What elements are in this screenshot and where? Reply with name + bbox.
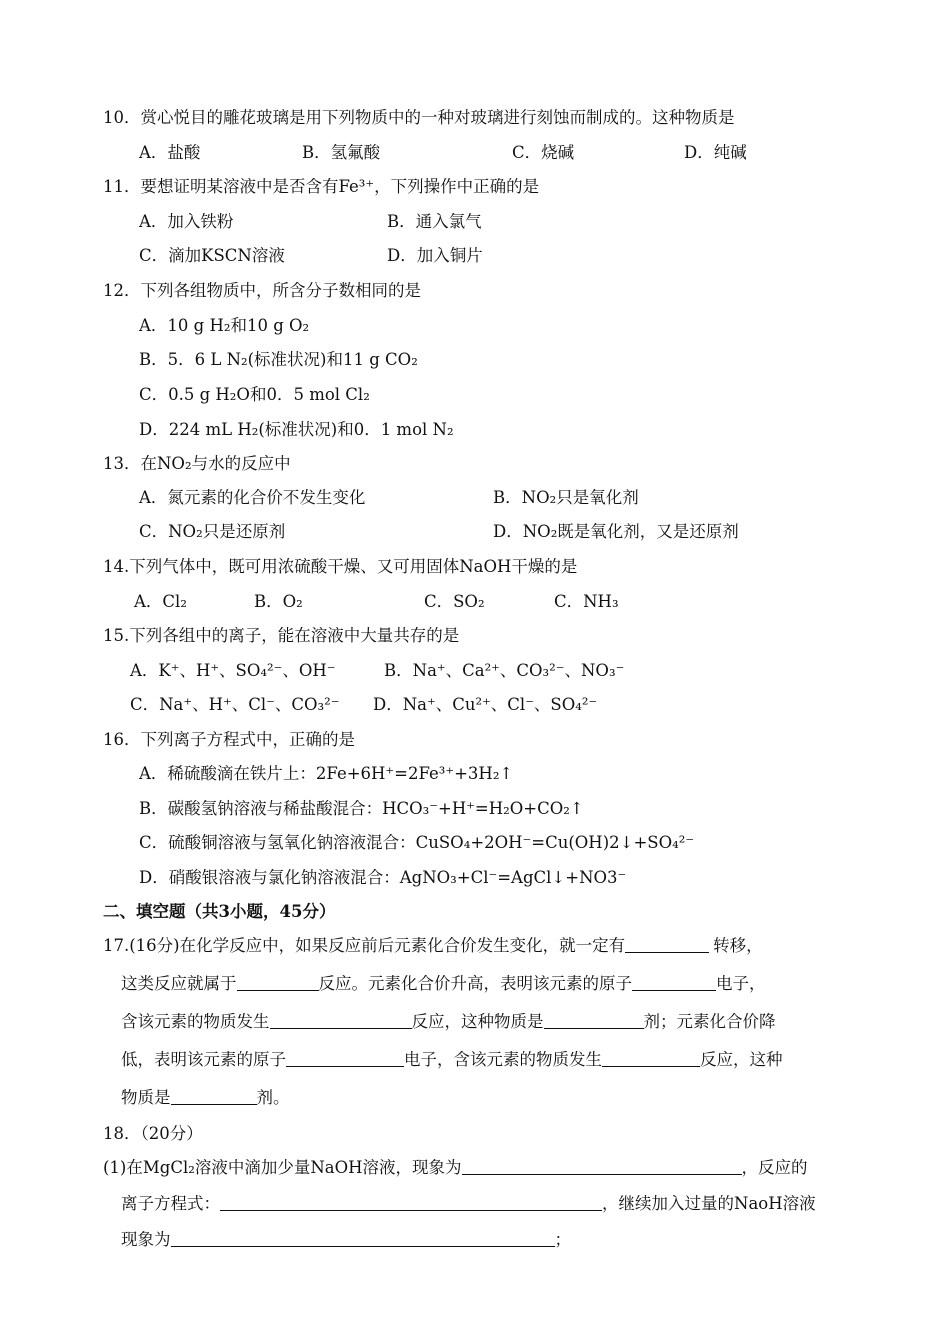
question-15-option-a[interactable]: A．K⁺、H⁺、SO₄²⁻、OH⁻ <box>130 661 336 680</box>
question-10-stem: 10．赏心悦目的雕花玻璃是用下列物质中的一种对玻璃进行刻蚀而制成的。这种物质是 <box>103 108 735 127</box>
answer-blank[interactable] <box>625 934 709 953</box>
question-15-option-c[interactable]: C．Na⁺、H⁺、Cl⁻、CO₃²⁻ <box>130 695 340 714</box>
q17-text: 转移， <box>713 936 763 955</box>
q18-text: 离子方程式： <box>121 1194 220 1213</box>
q17-text: 反应，这种 <box>700 1050 783 1069</box>
question-11-option-b[interactable]: B．通入氯气 <box>387 212 482 231</box>
answer-blank[interactable] <box>237 972 319 991</box>
question-13-option-a[interactable]: A．氮元素的化合价不发生变化 <box>139 488 366 507</box>
answer-blank[interactable] <box>171 1086 257 1105</box>
q17-text: 剂。 <box>256 1088 290 1107</box>
question-10-option-b[interactable]: B．氢氟酸 <box>302 143 381 162</box>
question-16-option-b[interactable]: B．碳酸氢钠溶液与稀盐酸混合：HCO₃⁻+H⁺=H₂O+CO₂↑ <box>139 799 584 818</box>
q17-text: 反应。元素化合价升高，表明该元素的原子 <box>318 974 632 993</box>
q17-text: 剂；元素化合价降 <box>643 1012 776 1031</box>
question-10-option-d[interactable]: D．纯碱 <box>684 143 747 162</box>
answer-blank[interactable] <box>544 1010 644 1029</box>
question-18-line-3 <box>121 1228 571 1252</box>
question-17-line-4 <box>121 1048 783 1072</box>
question-10-option-a[interactable]: A．盐酸 <box>139 143 201 162</box>
answer-blank[interactable] <box>462 1156 742 1175</box>
answer-blank[interactable] <box>602 1048 700 1067</box>
question-13-option-d[interactable]: D．NO₂既是氧化剂，又是还原剂 <box>493 522 739 541</box>
question-18-line-1 <box>103 1156 808 1180</box>
q18-text: ，反应的 <box>741 1158 808 1177</box>
answer-blank[interactable] <box>220 1192 602 1211</box>
answer-blank[interactable] <box>270 1010 412 1029</box>
q17-text: 含该元素的物质发生 <box>121 1012 270 1031</box>
question-10-option-c[interactable]: C．烧碱 <box>512 143 575 162</box>
question-18-line-2 <box>121 1192 816 1216</box>
q18-text: 现象为 <box>121 1230 171 1249</box>
q17-text: 17.(16分)在化学反应中，如果反应前后元素化合价发生变化，就一定有 <box>103 936 626 955</box>
question-13-stem: 13．在NO₂与水的反应中 <box>103 454 291 473</box>
question-15-option-d[interactable]: D．Na⁺、Cu²⁺、Cl⁻、SO₄²⁻ <box>373 695 598 714</box>
question-17-line-2 <box>121 972 766 996</box>
q17-text: 低，表明该元素的原子 <box>121 1050 286 1069</box>
answer-blank[interactable] <box>632 972 716 991</box>
q18-text: ，继续加入过量的NaoH溶液 <box>602 1194 816 1213</box>
question-12-stem: 12．下列各组物质中，所含分子数相同的是 <box>103 281 421 300</box>
question-12-option-c[interactable]: C．0.5 g H₂O和0．5 mol Cl₂ <box>139 385 370 404</box>
answer-blank[interactable] <box>171 1228 555 1247</box>
question-16-option-a[interactable]: A．稀硫酸滴在铁片上：2Fe+6H⁺=2Fe³⁺+3H₂↑ <box>139 764 514 783</box>
q18-text: (1)在MgCl₂溶液中滴加少量NaOH溶液，现象为 <box>103 1158 462 1177</box>
question-11-option-d[interactable]: D．加入铜片 <box>387 246 483 265</box>
question-11-option-c[interactable]: C．滴加KSCN溶液 <box>139 246 285 265</box>
question-12-option-d[interactable]: D．224 mL H₂(标准状况)和0．1 mol N₂ <box>139 420 454 439</box>
q17-text: 电子， <box>716 974 766 993</box>
question-11-stem: 11．要想证明某溶液中是否含有Fe³⁺，下列操作中正确的是 <box>103 177 540 196</box>
question-12-option-b[interactable]: B．5．6 L N₂(标准状况)和11 g CO₂ <box>139 350 418 369</box>
question-18-header: 18．（20分） <box>103 1124 203 1143</box>
q17-text: 反应，这种物质是 <box>411 1012 544 1031</box>
question-17-line-5 <box>121 1086 290 1110</box>
q18-text: ； <box>554 1230 571 1249</box>
question-16-option-d[interactable]: D．硝酸银溶液与氯化钠溶液混合：AgNO₃+Cl⁻=AgCl↓+NO3⁻ <box>139 868 627 887</box>
question-14-stem: 14.下列气体中，既可用浓硫酸干燥、又可用固体NaOH干燥的是 <box>103 557 578 576</box>
question-15-option-b[interactable]: B．Na⁺、Ca²⁺、CO₃²⁻、NO₃⁻ <box>384 661 625 680</box>
q17-text: 这类反应就属于 <box>121 974 237 993</box>
q17-text: 电子，含该元素的物质发生 <box>404 1050 602 1069</box>
question-12-option-a[interactable]: A．10 g H₂和10 g O₂ <box>139 316 310 335</box>
question-17-line-1 <box>103 934 763 958</box>
question-14-option-c[interactable]: C．SO₂ <box>424 592 485 611</box>
question-14-option-b[interactable]: B．O₂ <box>254 592 303 611</box>
section-2-heading: 二、填空题（共3小题，45分） <box>103 902 336 921</box>
question-15-stem: 15.下列各组中的离子，能在溶液中大量共存的是 <box>103 626 460 645</box>
question-16-option-c[interactable]: C．硫酸铜溶液与氢氧化钠溶液混合：CuSO₄+2OH⁻=Cu(OH)2↓+SO₄²⁻ <box>139 833 695 852</box>
question-16-stem: 16．下列离子方程式中，正确的是 <box>103 730 355 749</box>
q17-text: 物质是 <box>121 1088 171 1107</box>
question-14-option-a[interactable]: A．Cl₂ <box>134 592 187 611</box>
question-11-option-a[interactable]: A．加入铁粉 <box>139 212 234 231</box>
question-13-option-c[interactable]: C．NO₂只是还原剂 <box>139 522 286 541</box>
question-17-line-3 <box>121 1010 776 1034</box>
answer-blank[interactable] <box>286 1048 404 1067</box>
question-14-option-d[interactable]: C．NH₃ <box>554 592 619 611</box>
question-13-option-b[interactable]: B．NO₂只是氧化剂 <box>493 488 639 507</box>
